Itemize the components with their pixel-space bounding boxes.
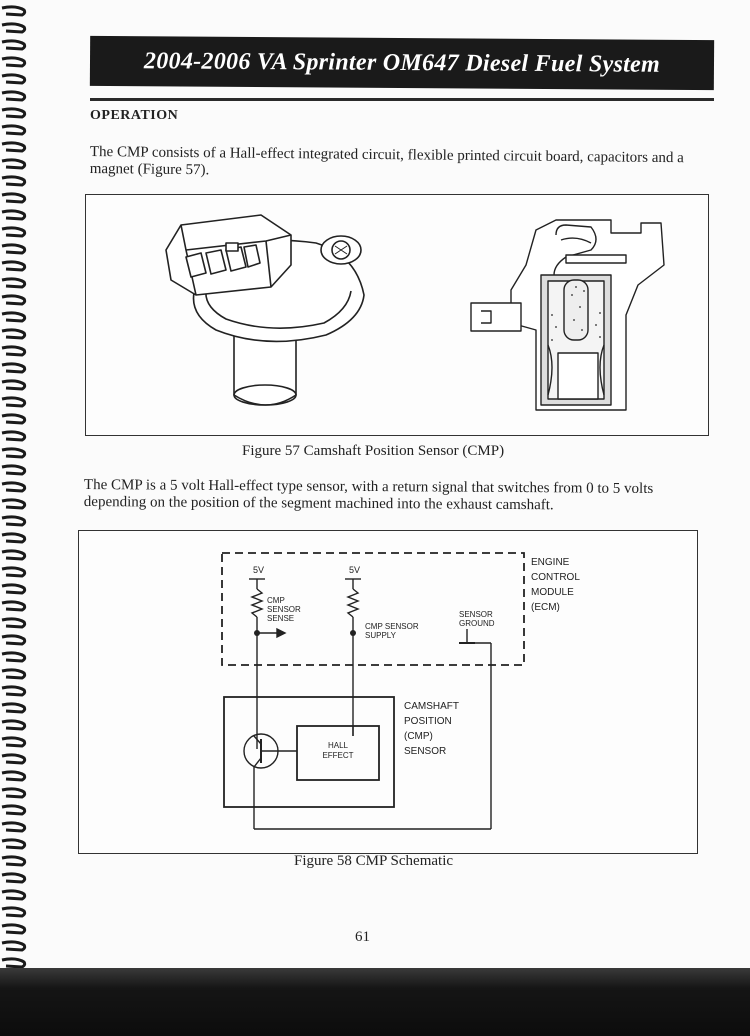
spiral-coil [2, 109, 25, 117]
cmp-sensor-illustration [86, 195, 708, 435]
ecm-label-line-2: CONTROL [531, 572, 580, 583]
spiral-binding [0, 0, 30, 970]
page-title: 2004-2006 VA Sprinter OM647 Diesel Fuel System [143, 47, 661, 78]
sensor-label-line-4: SENSOR [404, 746, 447, 757]
figure-58-box [78, 530, 698, 854]
spiral-coil [2, 568, 25, 576]
spiral-coil [2, 619, 25, 627]
spiral-coil [2, 602, 25, 610]
spiral-coil [2, 755, 25, 763]
figure-57-caption: Figure 57 Camshaft Position Sensor (CMP) [242, 443, 505, 459]
spiral-coil [2, 7, 25, 15]
page-number: 61 [355, 929, 370, 945]
spiral-coil [2, 381, 25, 389]
spiral-coil [2, 126, 25, 134]
spiral-coil [2, 177, 25, 185]
spiral-coil [2, 891, 25, 899]
spiral-coil [2, 398, 25, 406]
spiral-coil [2, 687, 25, 695]
sensor-ground-line-1: SENSOR [459, 610, 493, 619]
spiral-coil [2, 466, 25, 474]
spiral-coil [2, 772, 25, 780]
spiral-coil [2, 738, 25, 746]
spiral-coil [2, 313, 25, 321]
spiral-coil [2, 857, 25, 865]
title-divider [90, 98, 714, 101]
sensor-label-line-2: POSITION [404, 716, 452, 727]
spiral-coil [2, 160, 25, 168]
title-banner [90, 36, 714, 90]
sensor-label-line-3: (CMP) [404, 731, 433, 742]
spiral-coil [2, 585, 25, 593]
spiral-coil [2, 262, 25, 270]
spiral-coil [2, 551, 25, 559]
spiral-coil [2, 517, 25, 525]
spiral-coil [2, 194, 25, 202]
spiral-coil [2, 670, 25, 678]
supply-5v-right: 5V [349, 565, 361, 575]
spiral-coil [2, 449, 25, 457]
spiral-coil [2, 483, 25, 491]
spiral-coil [2, 143, 25, 151]
spiral-coil [2, 24, 25, 32]
sensor-label-line-1: CAMSHAFT [404, 701, 459, 712]
spiral-coil [2, 245, 25, 253]
cmp-sense-line-3: SENSE [267, 614, 295, 623]
spiral-coil [2, 432, 25, 440]
spiral-coil [2, 806, 25, 814]
spiral-coil [2, 41, 25, 49]
cmp-sense-line-1: CMP [267, 596, 285, 605]
spiral-coil [2, 415, 25, 423]
spiral-coil [2, 874, 25, 882]
spiral-coil [2, 636, 25, 644]
cmp-supply-line-2: SUPPLY [365, 631, 396, 640]
spiral-coil [2, 75, 25, 83]
spiral-coil [2, 330, 25, 338]
hall-effect-line-1: HALL [327, 741, 349, 750]
cmp-sensor-box [224, 697, 394, 807]
signal-paragraph: The CMP is a 5 volt Hall-effect type sensor, with a return signal that switches from 0 to 5 volts depending on the position of the segment machined into the exhaust camshaft. [83, 477, 654, 514]
spiral-coil [2, 211, 25, 219]
spiral-coil [2, 92, 25, 100]
spiral-coil [2, 653, 25, 661]
spiral-coil [2, 942, 25, 950]
spiral-coil [2, 908, 25, 916]
intro-paragraph: The CMP consists of a Hall-effect integrated circuit, flexible printed circuit board, capacitors and a magnet (Figure 57). [89, 144, 684, 179]
ecm-label-line-4: (ECM) [531, 602, 560, 613]
cmp-sense-line-2: SENSOR [267, 605, 301, 614]
ecm-label-line-3: MODULE [531, 587, 574, 598]
spiral-coil [2, 500, 25, 508]
cmp-supply-line-1: CMP SENSOR [365, 622, 419, 631]
spiral-coil [2, 704, 25, 712]
spiral-coil [2, 58, 25, 66]
spiral-coil [2, 840, 25, 848]
spiral-coil [2, 721, 25, 729]
spiral-coil [2, 296, 25, 304]
section-heading: OPERATION [90, 108, 179, 123]
spiral-coil [2, 364, 25, 372]
hall-effect-line-2: EFFECT [322, 751, 354, 760]
cmp-schematic [79, 531, 697, 853]
spiral-coil [2, 228, 25, 236]
spiral-coil [2, 279, 25, 287]
spiral-coil [2, 925, 25, 933]
sensor-ground-line-2: GROUND [459, 619, 495, 628]
ecm-label-line-1: ENGINE [531, 557, 570, 568]
figure-58-caption: Figure 58 CMP Schematic [294, 853, 454, 869]
spiral-coil [2, 823, 25, 831]
spiral-coil [2, 347, 25, 355]
bottom-edge-shadow [0, 968, 750, 1036]
supply-5v-left: 5V [253, 565, 265, 575]
figure-57-box [85, 194, 709, 436]
spiral-coil [2, 959, 25, 967]
spiral-coil [2, 534, 25, 542]
spiral-coil [2, 789, 25, 797]
